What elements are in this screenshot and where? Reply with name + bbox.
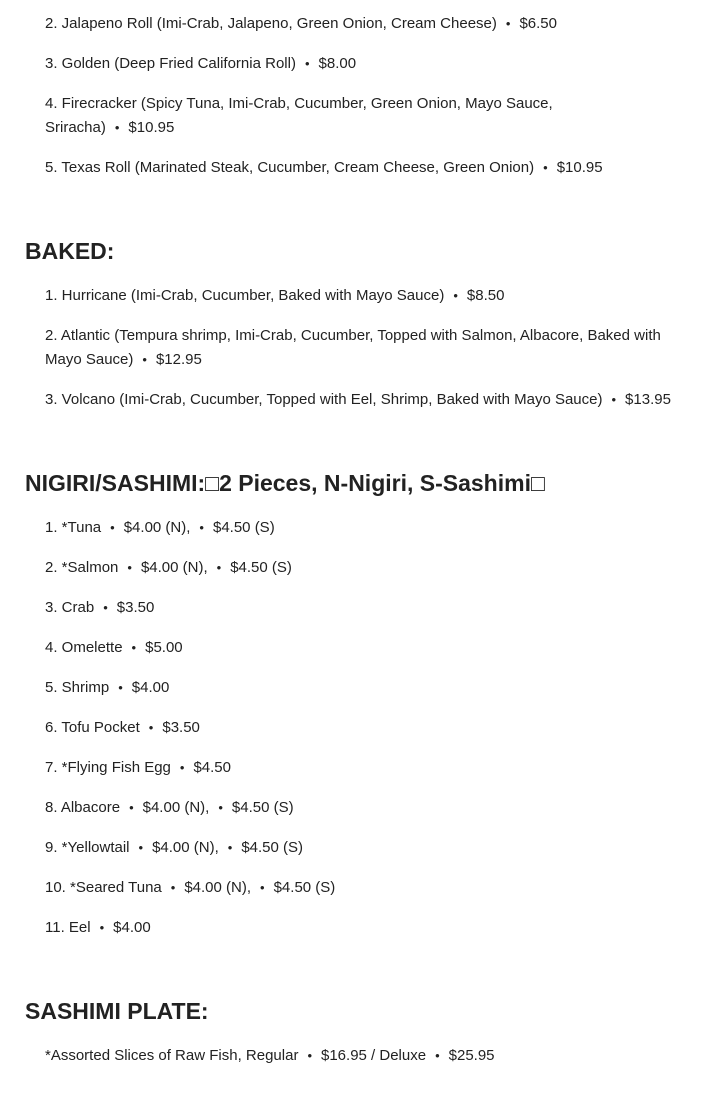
item-name: 9. *Yellowtail [45, 839, 130, 856]
item-price: $4.00 (N), [123, 519, 191, 536]
menu-item [45, 1044, 685, 1068]
bullet-separator [228, 840, 233, 855]
item-name: 4. Omelette [45, 639, 123, 656]
item-price: $10.95 [556, 159, 603, 176]
item-price-secondary: $4.50 (S) [241, 839, 304, 856]
menu-item [45, 836, 685, 860]
item-name: *Assorted Slices of Raw Fish, Regular [45, 1047, 299, 1064]
menu-item [45, 876, 685, 900]
item-name: 2. Jalapeno Roll (Imi-Crab, Jalapeno, Green Onion, Cream Cheese) [45, 15, 497, 32]
item-name: 11. Eel [45, 919, 91, 936]
bullet-separator [142, 352, 147, 367]
item-price: $16.95 / Deluxe [321, 1047, 427, 1064]
bullet-separator [110, 520, 115, 535]
item-price-secondary: $4.50 (S) [273, 879, 336, 896]
bullet-separator [103, 600, 108, 615]
bullet-separator [129, 800, 134, 815]
bullet-separator [307, 1048, 312, 1063]
item-price: $4.00 [131, 679, 170, 696]
menu-item [45, 156, 685, 180]
bullet-separator [149, 720, 154, 735]
item-price: $3.50 [116, 599, 155, 616]
menu-item [45, 716, 685, 740]
section-heading-nigiri-sashimi: NIGIRI/SASHIMI:□2 Pieces, N-Nigiri, S-Sashimi□ [25, 470, 545, 496]
item-name: 10. *Seared Tuna [45, 879, 162, 896]
bullet-separator [506, 16, 511, 31]
item-price: $10.95 [128, 119, 175, 136]
bullet-separator [171, 880, 176, 895]
item-price: $3.50 [162, 719, 200, 736]
menu-item [45, 12, 685, 36]
menu-item [45, 756, 685, 780]
item-price: $4.00 (N), [140, 559, 208, 576]
menu-item [45, 796, 685, 820]
item-name: 3. Volcano (Imi-Crab, Cucumber, Topped with Eel, Shrimp, Baked with Mayo Sauce) [45, 391, 603, 408]
item-name: 4. Firecracker (Spicy Tuna, Imi-Crab, Cucumber, Green Onion, Mayo Sauce, Sriracha) [45, 95, 553, 136]
item-price: $4.00 (N), [142, 799, 210, 816]
item-price: $4.00 (N), [152, 839, 219, 856]
item-name: 3. Crab [45, 599, 95, 616]
item-name: 1. Hurricane (Imi-Crab, Cucumber, Baked with Mayo Sauce) [45, 287, 445, 304]
item-price-secondary: $4.50 (S) [212, 519, 275, 536]
item-price: $5.00 [145, 639, 183, 656]
item-price: $8.00 [318, 55, 357, 72]
menu-item [45, 676, 685, 700]
bullet-separator [435, 1048, 440, 1063]
menu-item [45, 916, 685, 940]
item-price: $8.50 [466, 287, 505, 304]
bullet-separator [132, 640, 137, 655]
item-name: 5. Texas Roll (Marinated Steak, Cucumber, Cream Cheese, Green Onion) [45, 159, 535, 176]
item-name: 3. Golden (Deep Fried California Roll) [45, 55, 296, 72]
item-name: 2. *Salmon [45, 559, 119, 576]
bullet-separator [127, 560, 132, 575]
bullet-separator [118, 680, 123, 695]
item-price-secondary: $25.95 [448, 1047, 495, 1064]
item-name: 1. *Tuna [45, 519, 102, 536]
bullet-separator [217, 560, 222, 575]
bullet-separator [305, 56, 310, 71]
item-price: $13.95 [625, 391, 671, 408]
item-price-secondary: $4.50 (S) [230, 559, 292, 576]
bullet-separator [100, 920, 105, 935]
item-price: $4.00 (N), [184, 879, 252, 896]
item-name: 6. Tofu Pocket [45, 719, 140, 736]
item-price: $12.95 [155, 351, 202, 368]
menu-item [45, 52, 685, 76]
bullet-separator [180, 760, 185, 775]
item-name: 7. *Flying Fish Egg [45, 759, 171, 776]
item-name: 5. Shrimp [45, 679, 110, 696]
menu-item [45, 388, 695, 412]
menu-item [45, 556, 685, 580]
bullet-separator [218, 800, 223, 815]
bullet-separator [199, 520, 204, 535]
bullet-separator [139, 840, 144, 855]
bullet-separator [453, 288, 458, 303]
bullet-separator [543, 160, 548, 175]
item-price: $4.50 [193, 759, 231, 776]
item-name: 2. Atlantic (Tempura shrimp, Imi-Crab, Cucumber, Topped with Salmon, Albacore, Baked with Mayo Sauce) [45, 327, 661, 368]
item-price-secondary: $4.50 (S) [231, 799, 294, 816]
bullet-separator [260, 880, 265, 895]
section-heading-baked: BAKED: [25, 238, 115, 264]
item-price: $4.00 [113, 919, 151, 936]
menu-item [45, 596, 685, 620]
item-name: 8. Albacore [45, 799, 121, 816]
menu-item [45, 92, 685, 140]
bullet-separator [611, 392, 616, 407]
menu-item [45, 324, 685, 372]
menu-item [45, 516, 685, 540]
menu-item [45, 636, 685, 660]
item-price: $6.50 [519, 15, 557, 32]
menu-item [45, 284, 685, 308]
section-heading-sashimi-plate: SASHIMI PLATE: [25, 998, 209, 1024]
bullet-separator [115, 120, 120, 135]
